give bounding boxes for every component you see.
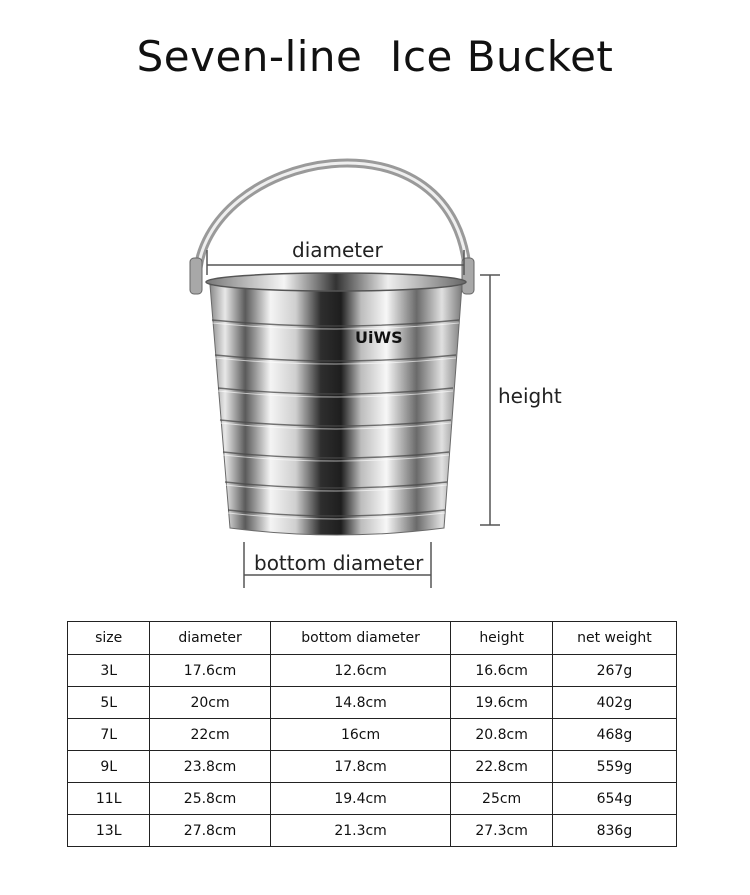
header-bottom-diameter: bottom diameter	[270, 622, 451, 655]
header-height: height	[451, 622, 552, 655]
handle	[197, 163, 468, 280]
cell-size: 9L	[68, 751, 150, 783]
cell-diameter: 23.8cm	[150, 751, 270, 783]
cell-net-weight: 559g	[552, 751, 676, 783]
cell-size: 13L	[68, 815, 150, 847]
cell-size: 3L	[68, 655, 150, 687]
table-row	[68, 719, 677, 751]
cell-diameter: 20cm	[150, 687, 270, 719]
page-title: Seven-line Ice Bucket	[136, 32, 614, 81]
cell-bottom-diameter: 16cm	[270, 719, 451, 751]
cell-bottom-diameter: 17.8cm	[270, 751, 451, 783]
table-row	[68, 783, 677, 815]
cell-diameter: 22cm	[150, 719, 270, 751]
cell-size: 5L	[68, 687, 150, 719]
table-row	[68, 687, 677, 719]
height-dimension-line	[480, 275, 500, 525]
table-header-row	[68, 622, 677, 655]
cell-diameter: 25.8cm	[150, 783, 270, 815]
header-net-weight: net weight	[552, 622, 676, 655]
cell-size: 11L	[68, 783, 150, 815]
cell-net-weight: 402g	[552, 687, 676, 719]
bottom-diameter-label: bottom diameter	[254, 551, 424, 575]
cell-size: 7L	[68, 719, 150, 751]
header-diameter: diameter	[150, 622, 270, 655]
cell-net-weight: 267g	[552, 655, 676, 687]
cell-bottom-diameter: 12.6cm	[270, 655, 451, 687]
cell-bottom-diameter: 14.8cm	[270, 687, 451, 719]
cell-height: 16.6cm	[451, 655, 552, 687]
height-label: height	[498, 384, 562, 408]
bucket-rim	[206, 273, 466, 291]
cell-height: 27.3cm	[451, 815, 552, 847]
cell-bottom-diameter: 21.3cm	[270, 815, 451, 847]
cell-height: 25cm	[451, 783, 552, 815]
cell-diameter: 17.6cm	[150, 655, 270, 687]
ice-bucket-image	[0, 110, 750, 600]
cell-height: 20.8cm	[451, 719, 552, 751]
cell-net-weight: 654g	[552, 783, 676, 815]
cell-height: 19.6cm	[451, 687, 552, 719]
header-size: size	[68, 622, 150, 655]
ice-bucket-illustration	[0, 110, 750, 600]
cell-bottom-diameter: 19.4cm	[270, 783, 451, 815]
table-row	[68, 815, 677, 847]
diameter-label: diameter	[292, 238, 383, 262]
table-row	[68, 655, 677, 687]
cell-diameter: 27.8cm	[150, 815, 270, 847]
cell-net-weight: 836g	[552, 815, 676, 847]
cell-net-weight: 468g	[552, 719, 676, 751]
brand-logo: UiWS	[355, 328, 403, 347]
table-row	[68, 751, 677, 783]
cell-height: 22.8cm	[451, 751, 552, 783]
size-spec-table	[67, 621, 677, 847]
